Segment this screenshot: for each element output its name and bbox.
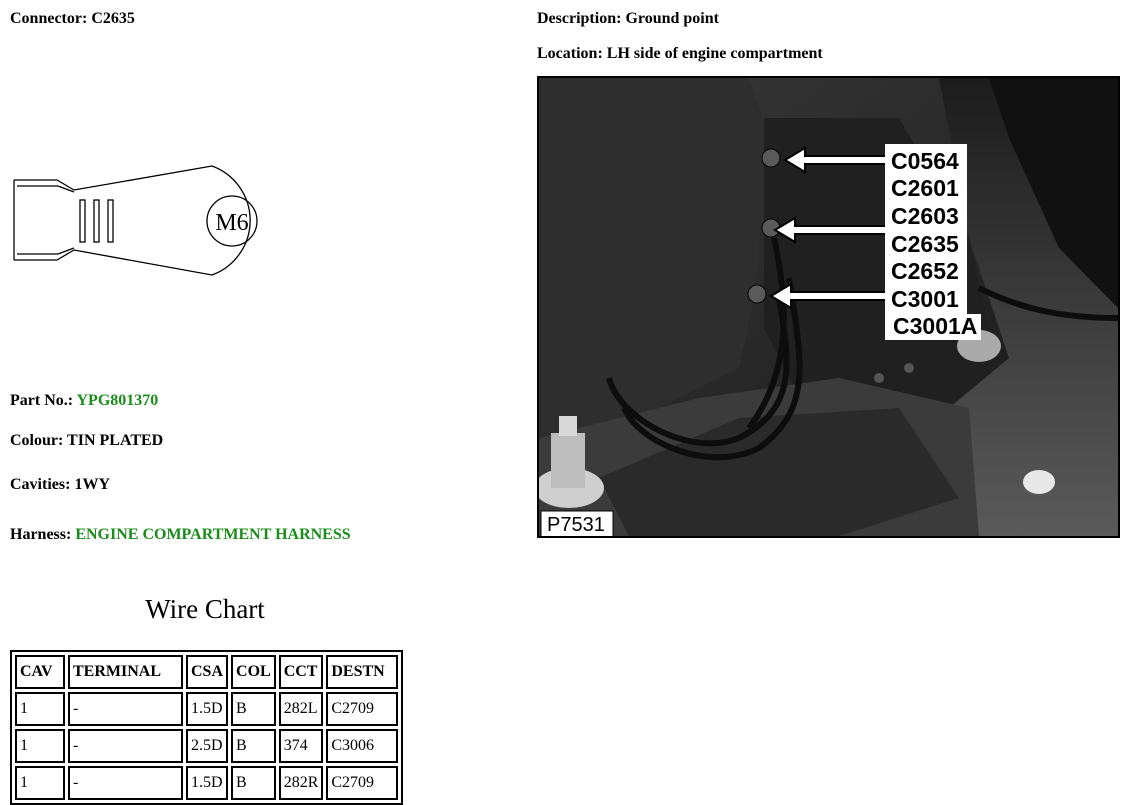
part-no-link[interactable]: YPG801370 <box>76 392 159 409</box>
cell-col: B <box>231 729 276 763</box>
header-col: COL <box>231 655 276 689</box>
callout-c2603: C2603 <box>891 203 959 229</box>
cell-csa: 2.5D <box>186 729 228 763</box>
cell-cav: 1 <box>15 692 65 726</box>
cell-cct: 282R <box>279 766 324 800</box>
table-row <box>15 692 398 726</box>
colour-value: TIN PLATED <box>67 432 164 449</box>
cell-col: B <box>231 766 276 800</box>
cell-terminal: - <box>68 729 183 763</box>
header-terminal: TERMINAL <box>68 655 183 689</box>
table-header-row <box>15 655 398 689</box>
table-row <box>15 766 398 800</box>
cell-csa: 1.5D <box>186 766 228 800</box>
callout-c3001: C3001 <box>891 286 959 312</box>
connector-label: Connector: <box>10 10 88 27</box>
header-cav: CAV <box>15 655 65 689</box>
callout-c3001a: C3001A <box>893 313 978 339</box>
cell-destn: C2709 <box>326 766 398 800</box>
colour-label: Colour: <box>10 432 64 449</box>
cell-terminal: - <box>68 766 183 800</box>
description-label: Description: <box>537 10 622 27</box>
cavities-label: Cavities: <box>10 476 71 493</box>
stamp-text: M6 <box>215 210 249 236</box>
colour-line <box>10 432 163 450</box>
callout-c2652: C2652 <box>891 258 959 284</box>
cell-cct: 374 <box>279 729 324 763</box>
description-value: Ground point <box>625 10 719 27</box>
callout-c0564: C0564 <box>891 148 959 174</box>
cell-terminal: - <box>68 692 183 726</box>
location-line <box>537 45 823 63</box>
harness-line <box>10 526 351 544</box>
callout-c2635: C2635 <box>891 231 959 257</box>
cell-destn: C2709 <box>326 692 398 726</box>
part-no-line <box>10 392 158 410</box>
photo-id: P7531 <box>547 514 605 536</box>
connector-line <box>10 10 135 28</box>
harness-label: Harness: <box>10 526 72 543</box>
cell-cav: 1 <box>15 766 65 800</box>
connector-value: C2635 <box>91 10 135 27</box>
part-no-label: Part No.: <box>10 392 74 409</box>
cell-cct: 282L <box>279 692 324 726</box>
location-value: LH side of engine compartment <box>606 45 823 62</box>
location-photo <box>537 76 1120 538</box>
engine-bay-illustration <box>539 78 1118 536</box>
cell-csa: 1.5D <box>186 692 228 726</box>
description-line <box>537 10 719 28</box>
header-cct: CCT <box>279 655 324 689</box>
cell-destn: C3006 <box>326 729 398 763</box>
cell-col: B <box>231 692 276 726</box>
cavities-line <box>10 476 110 494</box>
table-row <box>15 729 398 763</box>
wire-chart-table <box>10 650 403 805</box>
harness-link[interactable]: ENGINE COMPARTMENT HARNESS <box>75 526 351 543</box>
ring-terminal-drawing <box>12 158 292 283</box>
location-label: Location: <box>537 45 603 62</box>
header-destn: DESTN <box>326 655 398 689</box>
wire-chart-title: Wire Chart <box>145 594 265 624</box>
callout-c2601: C2601 <box>891 175 959 201</box>
header-csa: CSA <box>186 655 228 689</box>
cell-cav: 1 <box>15 729 65 763</box>
cavities-value: 1WY <box>74 476 110 493</box>
